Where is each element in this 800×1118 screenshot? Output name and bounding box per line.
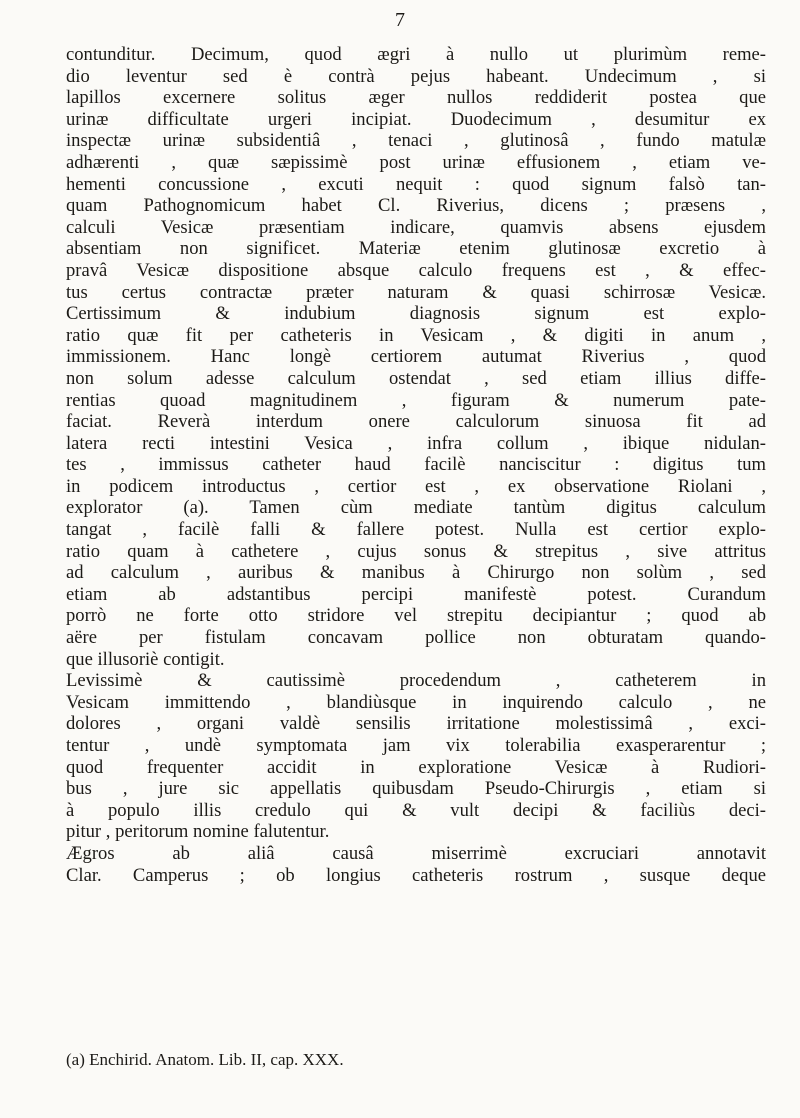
text-line: tentur , undè symptomata jam vix tolerabilia exasperarentur ; (66, 735, 766, 756)
text-line: latera recti intestini Vesica , infra collum , ibique nidulan- (66, 432, 766, 454)
text-line: contunditur. Decimum, quod ægri à nullo ut plurimùm reme- (66, 44, 766, 65)
text-line: que illusoriè contigit. (66, 648, 225, 670)
text-line: quam Pathognomicum habet Cl. Riverius, dicens ; præsens , (66, 195, 766, 217)
text-line: Ægros ab aliâ causâ miserrimè excruciari annotavit (66, 842, 766, 864)
text-line: lapillos excernere solitus æger nullos reddiderit postea que (66, 87, 766, 109)
text-line: in podicem introductus , certior est , ex observatione Riolani , (66, 475, 766, 497)
text-line: pravâ Vesicæ dispositione absque calculo frequens est , & effec- (66, 259, 766, 281)
text-line: ratio quam à cathetere , cujus sonus & strepitus , sive attritus (66, 540, 766, 562)
text-line: inspectæ urinæ subsidentiâ , tenaci , glutinosâ , fundo matulæ (66, 130, 766, 152)
text-line: urinæ difficultate urgeri incipiat. Duodecimum , desumitur ex (66, 108, 766, 130)
text-line: ratio quæ fit per catheteris in Vesicam , & digiti in anum , (66, 324, 766, 346)
text-line: porrò ne forte otto stridore vel strepitu decipiantur ; quod ab (66, 605, 766, 627)
text-line: Vesicam immittendo , blandiùsque in inquirendo calculo , ne (66, 691, 766, 713)
text-line: immissionem. Hanc longè certiorem autumat Riverius , quod (66, 346, 766, 368)
text-line: rentias quoad magnitudinem , figuram & numerum pate- (66, 389, 766, 411)
text-line: faciat. Reverà interdum onere calculorum sinuosa fit ad (66, 411, 766, 433)
text-line: ad calculum , auribus & manibus à Chirurgo non solùm , sed (66, 562, 766, 584)
text-line: etiam ab adstantibus percipi manifestè potest. Curandum (66, 583, 766, 605)
text-line: à populo illis credulo qui & vult decipi & faciliùs deci- (66, 799, 766, 821)
footnote: (a) Enchirid. Anatom. Lib. II, cap. XXX. (66, 1050, 344, 1069)
text-line: calculi Vesicæ præsentiam indicare, quamvis absens ejusdem (66, 216, 766, 238)
text-line: dolores , organi valdè sensilis irritatione molestissimâ , exci- (66, 713, 766, 735)
text-line: dio leventur sed è contrà pejus habeant. Undecimum , si (66, 65, 766, 87)
text-line: Levissimè & cautissimè procedendum , catheterem in (66, 670, 766, 692)
text-line: absentiam non significet. Materiæ etenim glutinosæ excretio à (66, 238, 766, 260)
text-line: non solum adesse calculum ostendat , sed etiam illius diffe- (66, 367, 766, 389)
text-line: quod frequenter accidit in exploratione Vesicæ à Rudiori- (66, 756, 766, 778)
text-line: bus , jure sic appellatis quibusdam Pseudo-Chirurgis , etiam si (66, 778, 766, 800)
text-line: tus certus contractæ præter naturam & quasi schirrosæ Vesicæ. (66, 281, 766, 303)
text-line: aëre per fistulam concavam pollice non obturatam quando- (66, 627, 766, 649)
text-line: explorator (a). Tamen cùm mediate tantùm digitus calculum (66, 497, 766, 519)
text-line: adhærenti , quæ sæpissimè post urinæ effusionem , etiam ve- (66, 151, 766, 173)
page-number: 7 (395, 9, 405, 31)
text-line: pitur , peritorum nomine falutentur. (66, 821, 330, 843)
text-line: tes , immissus catheter haud facilè nanciscitur : digitus tum (66, 454, 766, 476)
text-line: Certissimum & indubium diagnosis signum est explo- (66, 303, 766, 325)
body-text (66, 44, 766, 886)
text-line: Clar. Camperus ; ob longius catheteris rostrum , susque deque (66, 864, 766, 886)
text-line: hementi concussione , excuti nequit : quod signum falsò tan- (66, 173, 766, 195)
text-line: tangat , facilè falli & fallere potest. Nulla est certior explo- (66, 519, 766, 541)
